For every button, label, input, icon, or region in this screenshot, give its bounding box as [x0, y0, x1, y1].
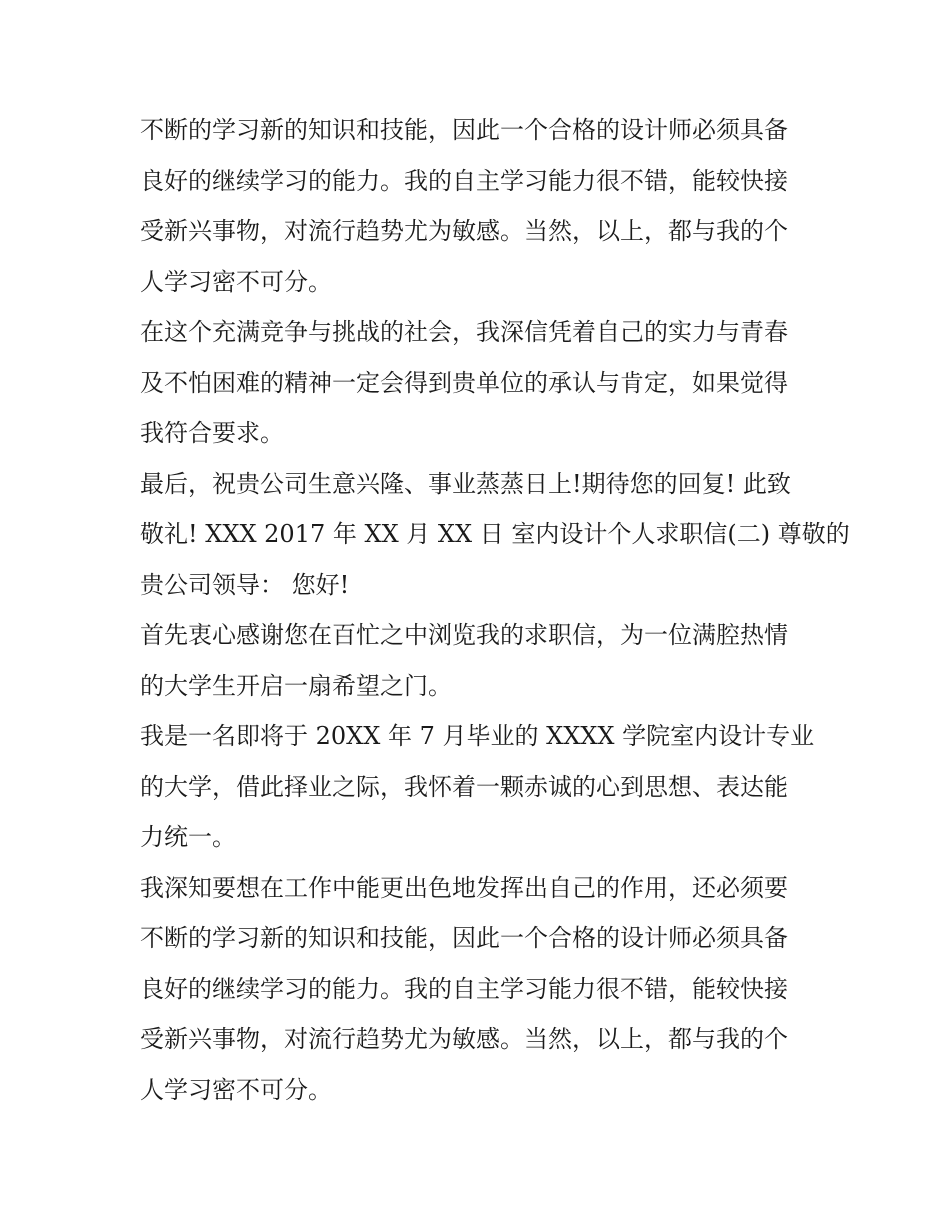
- text-line: 我符合要求。: [140, 419, 284, 447]
- text-line: 力统一。: [140, 823, 236, 851]
- text-line: 良好的继续学习的能力。我的自主学习能力很不错，能较快接: [140, 166, 788, 195]
- text-line: 不断的学习新的知识和技能，因此一个合格的设计师必须具备: [140, 924, 788, 952]
- text-line: 的大学，借此择业之际，我怀着一颗赤诚的心到思想、表达能: [140, 772, 788, 801]
- text-line: 人学习密不可分。: [140, 267, 332, 296]
- text-line: 我是一名即将于 20XX 年 7 月毕业的 XXXX 学院室内设计专业: [140, 722, 815, 750]
- text-line: 人学习密不可分。: [140, 1075, 332, 1104]
- text-line: 敬礼! XXX 2017 年 XX 月 XX 日 室内设计个人求职信(二) 尊敬的: [140, 520, 850, 548]
- text-line: 良好的继续学习的能力。我的自主学习能力很不错，能较快接: [140, 974, 788, 1003]
- text-line: 我深知要想在工作中能更出色地发挥出自己的作用，还必须要: [140, 873, 788, 902]
- text-line: 及不怕困难的精神一定会得到贵单位的承认与肯定，如果觉得: [140, 368, 788, 397]
- text-line: 受新兴事物，对流行趋势尤为敏感。当然，以上，都与我的个: [140, 1025, 788, 1053]
- text-line: 的大学生开启一扇希望之门。: [140, 671, 452, 700]
- text-line: 首先衷心感谢您在百忙之中浏览我的求职信，为一位满腔热情: [140, 621, 788, 649]
- text-line: 受新兴事物，对流行趋势尤为敏感。当然，以上，都与我的个: [140, 217, 788, 245]
- text-line: 不断的学习新的知识和技能，因此一个合格的设计师必须具备: [140, 116, 788, 144]
- text-line: 在这个充满竞争与挑战的社会，我深信凭着自己的实力与青春: [140, 318, 788, 346]
- text-line: 贵公司领导： 您好!: [140, 570, 350, 599]
- letter-body: [140, 105, 850, 1115]
- text-line: 最后，祝贵公司生意兴隆、事业蒸蒸日上!期待您的回复! 此致: [140, 469, 791, 498]
